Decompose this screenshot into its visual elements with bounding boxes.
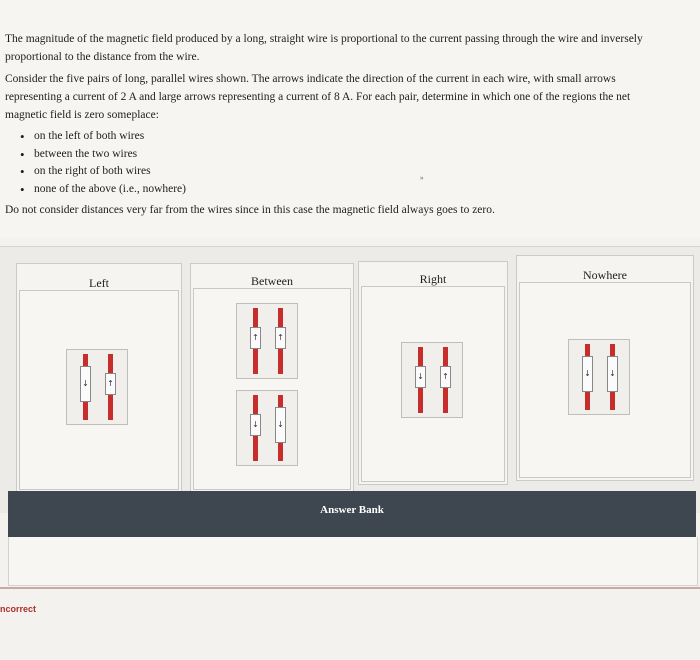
arrow-up-small-icon: ↑ [440,366,451,388]
arrow-down-large-icon: ↓ [582,356,593,392]
arrow-down-small-icon: ↓ [250,414,261,436]
wire-pair-card[interactable] [236,303,298,379]
category-label: Nowhere [583,268,627,282]
wire-pair-card[interactable] [568,339,630,415]
answer-bank-area[interactable] [8,537,698,586]
stray-mark: » [420,174,424,182]
option-item: • on the left of both wires [18,128,186,146]
option-item: • none of the above (i.e., nowhere) [18,181,186,199]
options-list [18,128,186,198]
category-label: Left [89,276,109,290]
arrow-down-large-icon: ↓ [275,407,286,443]
status-text: ncorrect [0,604,37,614]
answer-bank-title: Answer Bank [320,504,384,516]
arrow-down-large-icon: ↓ [607,356,618,392]
arrow-down-small-icon: ↓ [415,366,426,388]
wire-pair-card[interactable] [236,390,298,466]
option-item: • between the two wires [18,146,186,164]
category-label: Between [251,274,293,288]
wire-pair-card[interactable] [66,349,128,425]
question-panel [0,0,700,238]
question-setup: Consider the five pairs of long, parallel wires shown. The arrows indicate the direction of the current in each wire, with small arrows representing a current of 2 A and large arrows representing a current of 8 A. For each pair, determine in which one of the regions the net magnetic field is zero someplace: [5,73,631,121]
option-item: • on the right of both wires [18,163,186,181]
answer-bank-header [8,491,696,537]
category-label: Right [419,272,447,286]
arrow-up-small-icon: ↑ [105,373,116,395]
arrow-down-large-icon: ↓ [80,366,91,402]
arrow-up-small-icon: ↑ [275,327,286,349]
question-intro: The magnitude of the magnetic field produced by a long, straight wire is proportional to the current passing through the wire and inversely proportional to the distance from the wire. [5,33,643,63]
divider [0,587,700,589]
question-note: Do not consider distances very far from the wires since in this case the magnetic field always goes to zero. [5,204,495,216]
arrow-up-small-icon: ↑ [250,327,261,349]
wire-pair-card[interactable] [401,342,463,418]
